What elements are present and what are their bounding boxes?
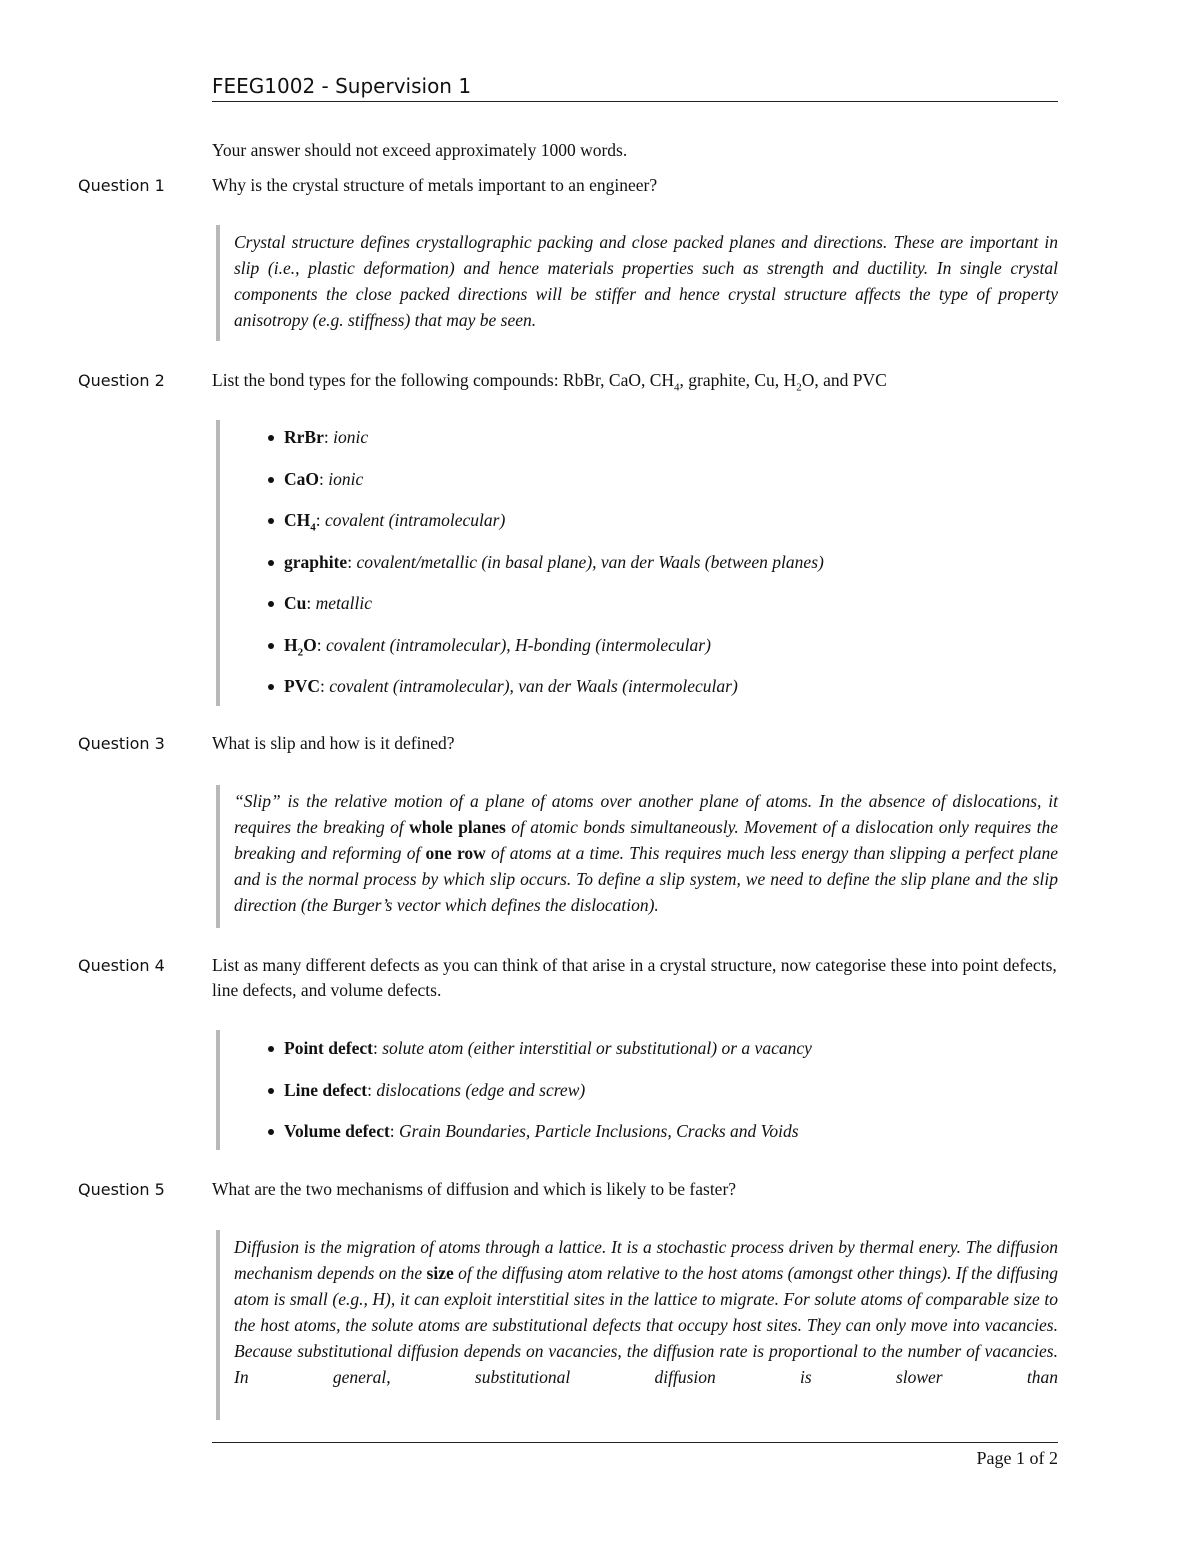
list-item: Point defect: solute atom (either interstitial or substitutional) or a vacancy (284, 1035, 1058, 1077)
answer-list-block (216, 1030, 1058, 1150)
list-item: $CH_4$: covalent (intramolecular) (284, 507, 1058, 549)
list-item: PVC: covalent (intramolecular), van der Waals (intermolecular) (284, 673, 1058, 715)
bond-list (234, 424, 1058, 715)
question-label: Question 3 (78, 734, 165, 753)
list-item: Cu: metallic (284, 590, 1058, 632)
defect-list (234, 1035, 1058, 1160)
question-label: Question 2 (78, 371, 165, 390)
term-text: CH (284, 510, 311, 530)
list-item: Volume defect: Grain Boundaries, Particle Inclusions, Cracks and Voids (284, 1118, 1058, 1160)
term-text: O (303, 634, 317, 655)
question-text: Why is the crystal structure of metals important to an engineer? (212, 175, 658, 195)
definition: ionic (328, 468, 364, 489)
subscript: 2 (796, 381, 802, 394)
answer-list-block (216, 420, 1058, 706)
term: Line defect (284, 1079, 368, 1100)
question-text: What are the two mechanisms of diffusion and which is likely to be faster? (212, 1179, 737, 1199)
question-text: What is slip and how is it defined? (212, 733, 455, 753)
answer-block (216, 1230, 1058, 1420)
definition: ionic (333, 427, 369, 447)
question-text: List as many different defects as you can think of that arise in a crystal structure, now categorise these into point defects, line defects, and volume defects. (212, 955, 1057, 1000)
definition: dislocations (edge and screw) (376, 1079, 586, 1100)
definition: covalent (intramolecular), H-bonding (intermolecular) (326, 634, 711, 655)
list-item: graphite: covalent/metallic (in basal plane), van der Waals (between planes) (284, 549, 1058, 591)
text-segment: of atoms at a time. This requires much less energy than slipping a perfect plane and is the normal process by which slip occurs. To define a slip system, we need to define the slip plane and the slip direction (the Burger’s vector which defines the dislocation). (234, 843, 1058, 915)
question-label: Question 4 (78, 956, 165, 975)
term: Point defect (284, 1038, 373, 1058)
term: RrBr (284, 427, 324, 447)
page-title: FEEG1002 - Supervision 1 (212, 74, 472, 98)
term-text: H (284, 634, 298, 655)
question-label: Question 5 (78, 1180, 165, 1199)
term: CaO (284, 468, 319, 489)
definition: covalent/metallic (in basal plane), van der Waals (between planes) (356, 551, 824, 572)
instructions: Your answer should not exceed approximately 1000 words. (212, 140, 628, 160)
list-item: $H_2O$: covalent (intramolecular), H-bonding (intermolecular) (284, 632, 1058, 674)
subscript: 2 (297, 646, 304, 658)
definition: metallic (315, 593, 372, 613)
question-text (212, 368, 1058, 401)
emphasis: whole planes (409, 817, 506, 837)
emphasis: size (426, 1263, 454, 1283)
term: PVC (284, 676, 320, 696)
list-item: CaO: ionic (284, 466, 1058, 508)
list-item: Line defect: dislocations (edge and screw) (284, 1077, 1058, 1119)
text-segment: of the diffusing atom relative to the host atoms (amongst other things). If the diffusing atom is small (e.g., H), it can exploit interstitial sites in the lattice to migrate. For solute atoms of comparable size to the host atoms, the solute atoms are substitutional defects that occupy host sites. They can only move into vacancies. Because substitutional diffusion depends on vacancies, the diffusion rate is proportional to the number of vacancies. In general, substitutional diffusion is slower than (234, 1263, 1058, 1387)
definition: covalent (intramolecular) (325, 510, 506, 530)
page-number: Page 1 of 2 (976, 1448, 1058, 1468)
emphasis: one row (425, 843, 486, 863)
subscript: 4 (310, 521, 316, 534)
text-segment: O, and PVC (801, 370, 887, 390)
definition: solute atom (either interstitial or substitutional) or a vacancy (382, 1038, 812, 1058)
subscript: 4 (674, 381, 680, 394)
footer-rule (212, 1442, 1058, 1443)
text-segment: List the bond types for the following compounds: RbBr, CaO, CH (212, 370, 675, 390)
term: Cu (284, 593, 307, 613)
term (284, 634, 317, 658)
text-segment: Diffusion is the migration of atoms through a lattice. It is a stochastic process driven by thermal enery. The diffusion mechanism depends on the (234, 1237, 1058, 1283)
text-segment: “Slip” is the relative motion of a plane of atoms over another plane of atoms. In the absence of dislocations, it requires the breaking of (234, 791, 1058, 837)
question-label: Question 1 (78, 176, 165, 195)
answer-block (216, 785, 1058, 928)
term: Volume defect (284, 1121, 390, 1141)
term (284, 510, 316, 534)
answer-block: Crystal structure defines crystallographic packing and close packed planes and directions. These are important in slip (i.e., plastic deformation) and hence materials properties such as strength and ductility. In single crystal components the close packed directions will be stiffer and hence crystal structure affects the type of property anisotropy (e.g. stiffness) that may be seen. (216, 225, 1058, 341)
text-segment: of atomic bonds simultaneously. Movement of a dislocation only requires the breaking and reforming of (234, 817, 1058, 863)
definition: Grain Boundaries, Particle Inclusions, Cracks and Voids (399, 1121, 799, 1141)
term: graphite (284, 551, 348, 572)
definition: covalent (intramolecular), van der Waals (intermolecular) (329, 676, 738, 696)
header-rule (212, 101, 1058, 102)
list-item: RrBr: ionic (284, 424, 1058, 466)
text-segment: , graphite, Cu, H (679, 370, 797, 390)
